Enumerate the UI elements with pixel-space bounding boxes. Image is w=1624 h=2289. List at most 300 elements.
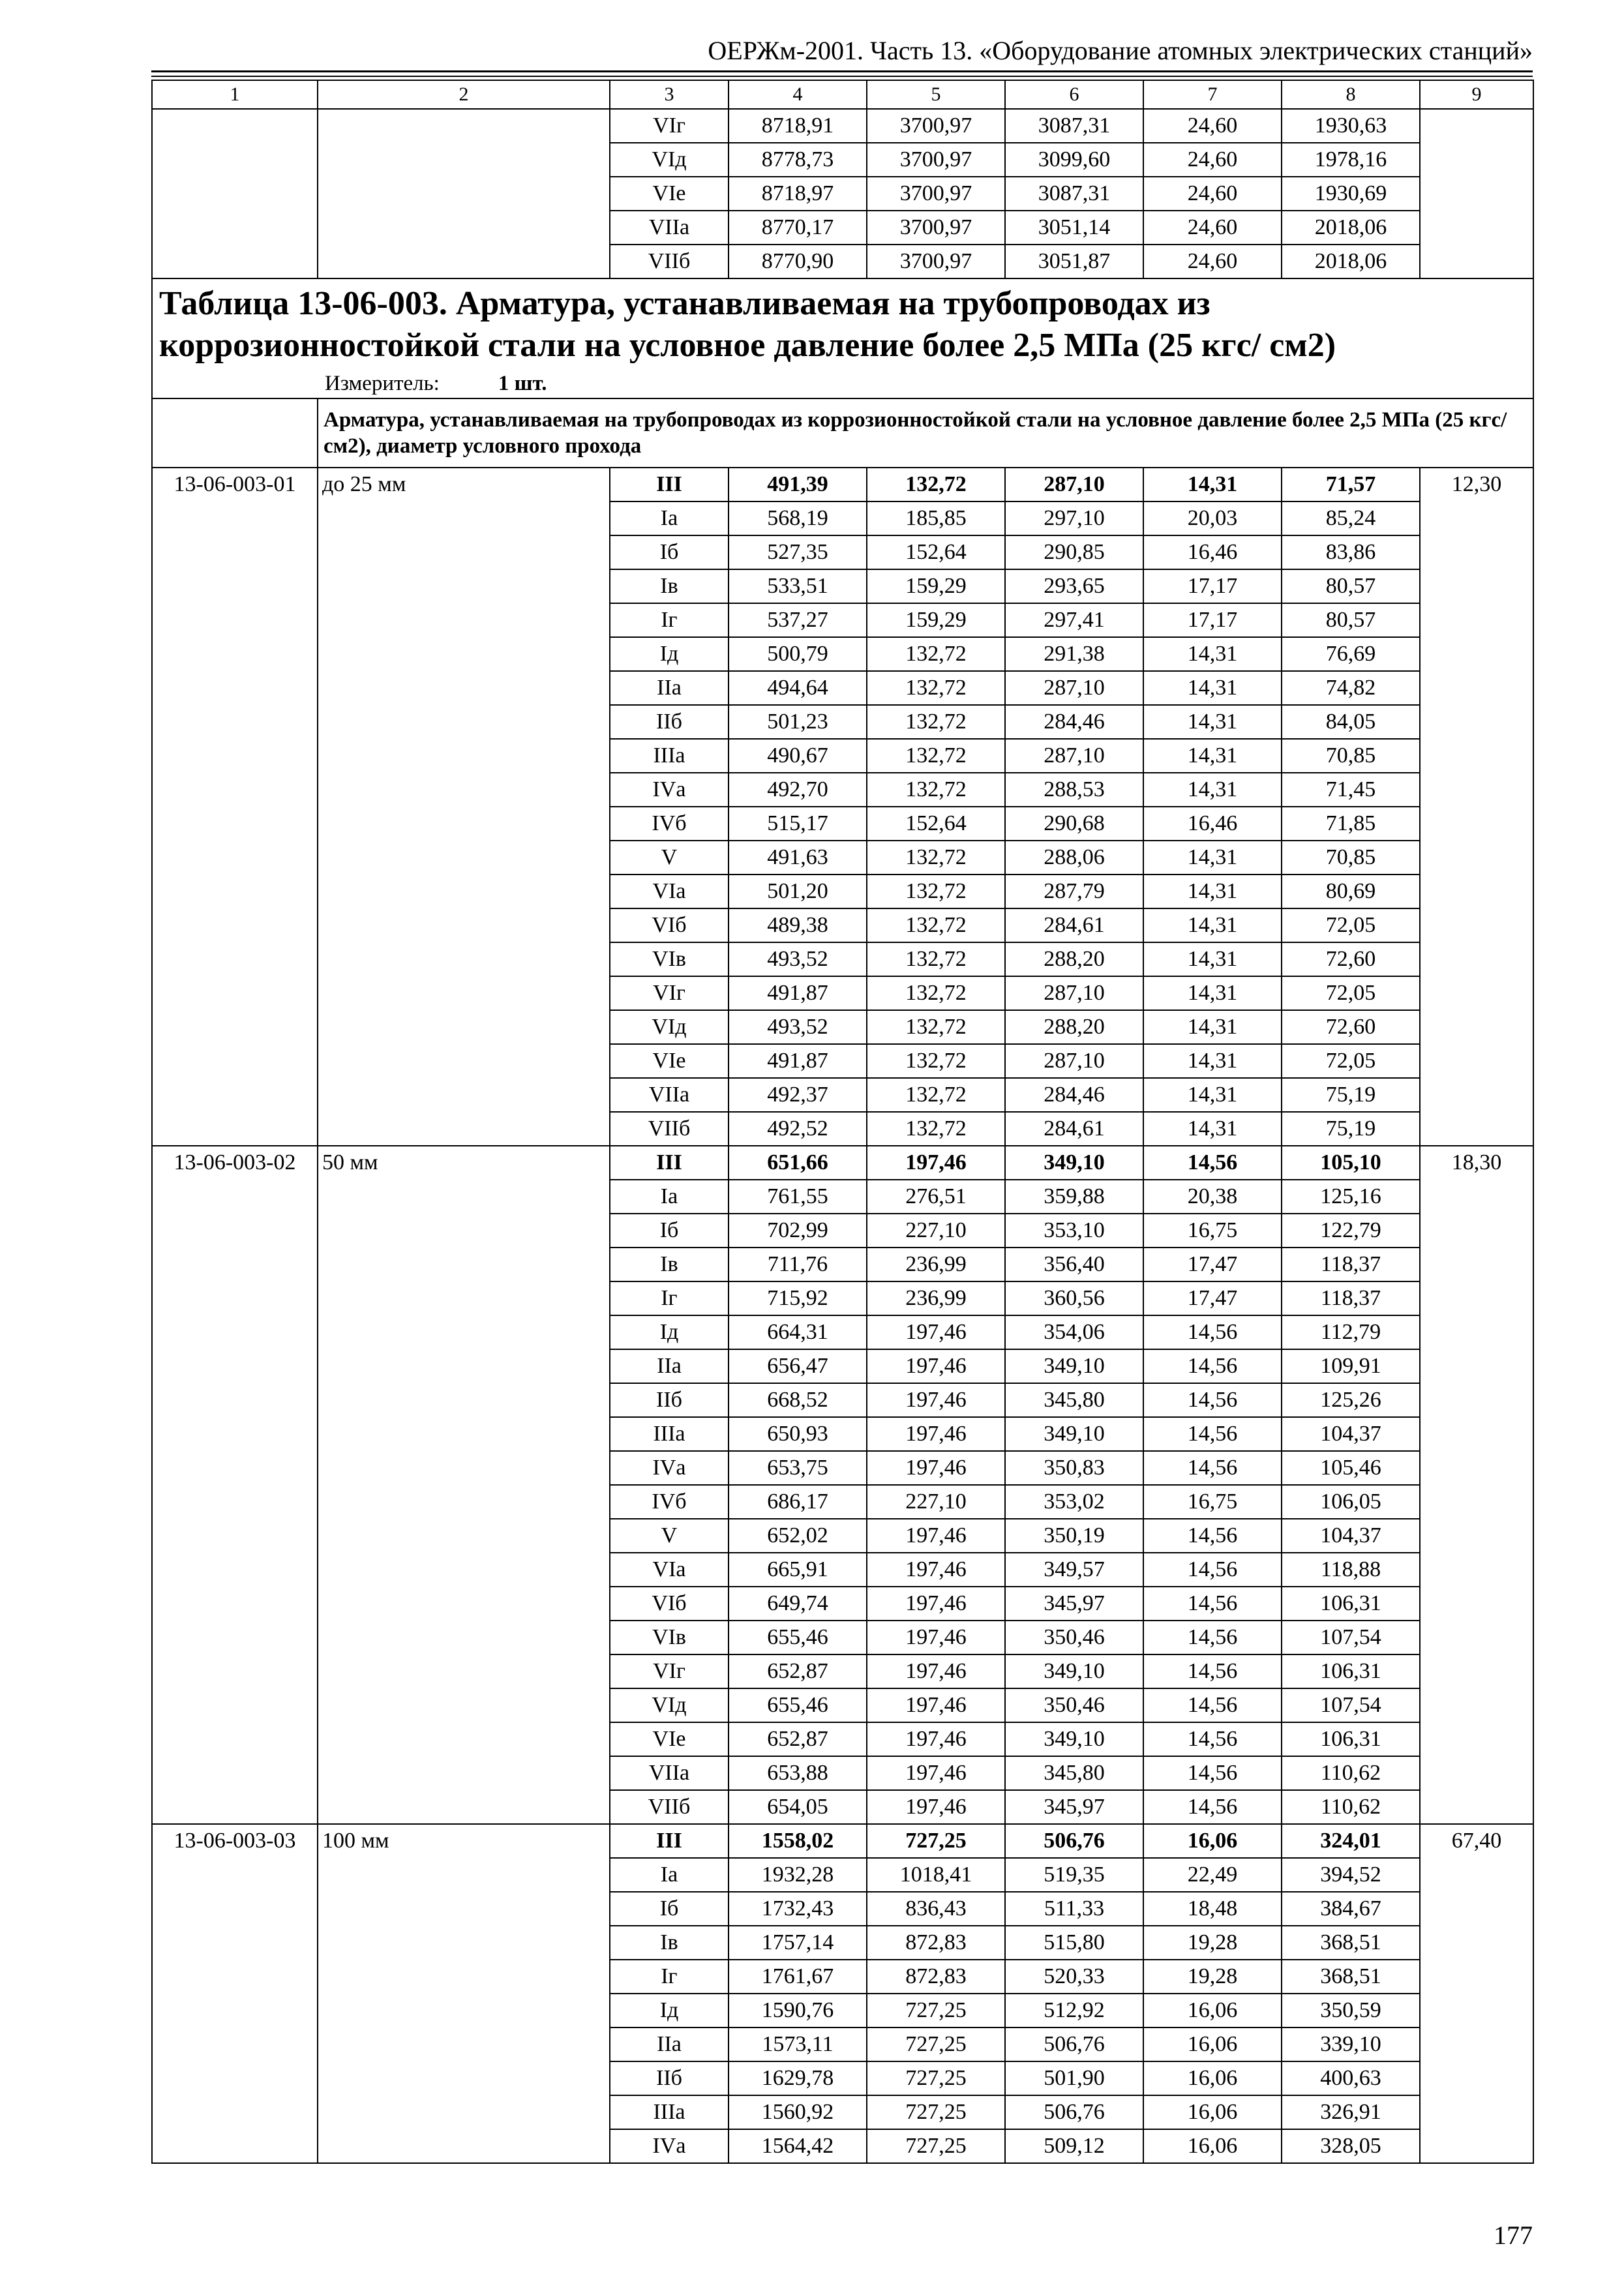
value-cell: 664,31: [729, 1315, 867, 1349]
value-cell: 1560,92: [729, 2095, 867, 2129]
value-cell: 14,56: [1143, 1146, 1282, 1180]
value-cell: 872,83: [867, 1926, 1005, 1960]
value-cell: 16,06: [1143, 2095, 1282, 2129]
column-number: 5: [867, 80, 1005, 109]
value-cell: 354,06: [1005, 1315, 1143, 1349]
value-cell: 236,99: [867, 1248, 1005, 1281]
value-cell: 761,55: [729, 1180, 867, 1214]
value-cell: 1564,42: [729, 2129, 867, 2163]
value-cell: 118,88: [1282, 1553, 1420, 1587]
table-row: [152, 1824, 1533, 1858]
value-cell: 1757,14: [729, 1926, 867, 1960]
value-cell: 132,72: [867, 841, 1005, 875]
value-cell: 109,91: [1282, 1349, 1420, 1383]
value-cell: 3700,97: [867, 211, 1005, 245]
value-cell: 75,19: [1282, 1078, 1420, 1112]
value-cell: 3700,97: [867, 245, 1005, 278]
column-number: 8: [1282, 80, 1420, 109]
value-cell: 24,60: [1143, 177, 1282, 211]
item-mass: 18,30: [1420, 1146, 1533, 1824]
value-cell: 125,26: [1282, 1383, 1420, 1417]
value-cell: 19,28: [1143, 1926, 1282, 1960]
column-number: 4: [729, 80, 867, 109]
value-cell: 1932,28: [729, 1858, 867, 1892]
value-cell: 345,80: [1005, 1383, 1143, 1417]
value-cell: 1930,63: [1282, 109, 1420, 143]
value-cell: 328,05: [1282, 2129, 1420, 2163]
value-cell: 227,10: [867, 1485, 1005, 1519]
value-cell: 288,20: [1005, 942, 1143, 976]
value-cell: 653,75: [729, 1451, 867, 1485]
zone-cell: Iб: [610, 535, 729, 569]
value-cell: 491,63: [729, 841, 867, 875]
mass-cell-empty: [1420, 109, 1533, 278]
value-cell: 3700,97: [867, 143, 1005, 177]
value-cell: 14,56: [1143, 1587, 1282, 1621]
value-cell: 72,05: [1282, 1044, 1420, 1078]
value-cell: 3099,60: [1005, 143, 1143, 177]
value-cell: 287,10: [1005, 739, 1143, 773]
value-cell: 197,46: [867, 1790, 1005, 1824]
column-number-row: [152, 80, 1533, 109]
value-cell: 727,25: [867, 2095, 1005, 2129]
value-cell: 650,93: [729, 1417, 867, 1451]
value-cell: 118,37: [1282, 1248, 1420, 1281]
zone-cell: IIб: [610, 705, 729, 739]
zone-cell: IIа: [610, 1349, 729, 1383]
value-cell: 345,97: [1005, 1587, 1143, 1621]
value-cell: 197,46: [867, 1654, 1005, 1688]
item-code: 13-06-003-02: [152, 1146, 318, 1824]
value-cell: 360,56: [1005, 1281, 1143, 1315]
value-cell: 1978,16: [1282, 143, 1420, 177]
value-cell: 8770,90: [729, 245, 867, 278]
value-cell: 14,31: [1143, 1044, 1282, 1078]
value-cell: 8718,91: [729, 109, 867, 143]
zone-cell: III: [610, 1824, 729, 1858]
value-cell: 16,75: [1143, 1214, 1282, 1248]
value-cell: 2018,06: [1282, 211, 1420, 245]
value-cell: 512,92: [1005, 1994, 1143, 2027]
value-cell: 14,56: [1143, 1654, 1282, 1688]
zone-cell: VIб: [610, 908, 729, 942]
value-cell: 384,67: [1282, 1892, 1420, 1926]
rates-table: [151, 80, 1534, 2164]
value-cell: 653,88: [729, 1756, 867, 1790]
value-cell: 80,57: [1282, 569, 1420, 603]
value-cell: 17,17: [1143, 569, 1282, 603]
value-cell: 350,19: [1005, 1519, 1143, 1553]
value-cell: 227,10: [867, 1214, 1005, 1248]
zone-cell: VIе: [610, 1044, 729, 1078]
value-cell: 506,76: [1005, 2095, 1143, 2129]
zone-cell: Iв: [610, 1248, 729, 1281]
zone-cell: VIв: [610, 942, 729, 976]
column-number: 2: [318, 80, 610, 109]
value-cell: 14,56: [1143, 1756, 1282, 1790]
value-cell: 152,64: [867, 535, 1005, 569]
value-cell: 132,72: [867, 1010, 1005, 1044]
table-row: [152, 468, 1533, 501]
value-cell: 665,91: [729, 1553, 867, 1587]
value-cell: 106,31: [1282, 1654, 1420, 1688]
value-cell: 727,25: [867, 2061, 1005, 2095]
value-cell: 132,72: [867, 942, 1005, 976]
zone-cell: VIд: [610, 143, 729, 177]
value-cell: 491,87: [729, 1044, 867, 1078]
value-cell: 3051,87: [1005, 245, 1143, 278]
value-cell: 284,46: [1005, 705, 1143, 739]
value-cell: 14,31: [1143, 739, 1282, 773]
item-mass: 12,30: [1420, 468, 1533, 1146]
value-cell: 297,41: [1005, 603, 1143, 637]
value-cell: 132,72: [867, 1044, 1005, 1078]
value-cell: 1558,02: [729, 1824, 867, 1858]
value-cell: 489,38: [729, 908, 867, 942]
value-cell: 284,61: [1005, 1112, 1143, 1146]
zone-cell: Iд: [610, 1315, 729, 1349]
value-cell: 152,64: [867, 807, 1005, 841]
value-cell: 3087,31: [1005, 177, 1143, 211]
value-cell: 349,57: [1005, 1553, 1143, 1587]
zone-cell: Iд: [610, 1994, 729, 2027]
value-cell: 836,43: [867, 1892, 1005, 1926]
value-cell: 71,85: [1282, 807, 1420, 841]
value-cell: 1930,69: [1282, 177, 1420, 211]
value-cell: 14,56: [1143, 1621, 1282, 1654]
value-cell: 18,48: [1143, 1892, 1282, 1926]
value-cell: 349,10: [1005, 1654, 1143, 1688]
value-cell: 14,31: [1143, 1112, 1282, 1146]
value-cell: 132,72: [867, 773, 1005, 807]
meter-label: Измеритель:: [325, 371, 440, 395]
value-cell: 400,63: [1282, 2061, 1420, 2095]
item-name: 50 мм: [318, 1146, 610, 1824]
value-cell: 132,72: [867, 908, 1005, 942]
value-cell: 8718,97: [729, 177, 867, 211]
value-cell: 652,87: [729, 1722, 867, 1756]
value-cell: 349,10: [1005, 1349, 1143, 1383]
value-cell: 654,05: [729, 1790, 867, 1824]
zone-cell: VIIб: [610, 245, 729, 278]
zone-cell: IVб: [610, 807, 729, 841]
header-rule-thin: [151, 76, 1533, 77]
value-cell: 527,35: [729, 535, 867, 569]
value-cell: 1732,43: [729, 1892, 867, 1926]
value-cell: 112,79: [1282, 1315, 1420, 1349]
table-row: [152, 1146, 1533, 1180]
zone-cell: VIд: [610, 1010, 729, 1044]
value-cell: 14,31: [1143, 671, 1282, 705]
value-cell: 668,52: [729, 1383, 867, 1417]
value-cell: 349,10: [1005, 1146, 1143, 1180]
value-cell: 75,19: [1282, 1112, 1420, 1146]
value-cell: 345,97: [1005, 1790, 1143, 1824]
value-cell: 288,20: [1005, 1010, 1143, 1044]
zone-cell: Iв: [610, 569, 729, 603]
value-cell: 24,60: [1143, 245, 1282, 278]
value-cell: 14,31: [1143, 976, 1282, 1010]
zone-cell: Iг: [610, 603, 729, 637]
value-cell: 519,35: [1005, 1858, 1143, 1892]
value-cell: 368,51: [1282, 1960, 1420, 1994]
value-cell: 288,06: [1005, 841, 1143, 875]
value-cell: 20,03: [1143, 501, 1282, 535]
meter-value: 1 шт.: [498, 371, 547, 395]
zone-cell: Iа: [610, 1858, 729, 1892]
value-cell: 132,72: [867, 976, 1005, 1010]
section-heading: Арматура, устанавливаемая на трубопроводах из коррозионностойкой стали на условное давление более 2,5 МПа (25 кгс/ см2), диаметр условного прохода: [318, 398, 1533, 468]
zone-cell: VIIб: [610, 1112, 729, 1146]
value-cell: 655,46: [729, 1688, 867, 1722]
value-cell: 132,72: [867, 637, 1005, 671]
value-cell: 106,05: [1282, 1485, 1420, 1519]
value-cell: 185,85: [867, 501, 1005, 535]
value-cell: 74,82: [1282, 671, 1420, 705]
value-cell: 107,54: [1282, 1621, 1420, 1654]
value-cell: 20,38: [1143, 1180, 1282, 1214]
value-cell: 711,76: [729, 1248, 867, 1281]
value-cell: 132,72: [867, 1078, 1005, 1112]
value-cell: 107,54: [1282, 1688, 1420, 1722]
zone-cell: Iг: [610, 1281, 729, 1315]
zone-cell: Iа: [610, 1180, 729, 1214]
value-cell: 649,74: [729, 1587, 867, 1621]
value-cell: 125,16: [1282, 1180, 1420, 1214]
value-cell: 702,99: [729, 1214, 867, 1248]
value-cell: 353,10: [1005, 1214, 1143, 1248]
value-cell: 656,47: [729, 1349, 867, 1383]
value-cell: 24,60: [1143, 109, 1282, 143]
zone-cell: V: [610, 841, 729, 875]
value-cell: 132,72: [867, 705, 1005, 739]
value-cell: 14,56: [1143, 1519, 1282, 1553]
value-cell: 727,25: [867, 1824, 1005, 1858]
value-cell: 132,72: [867, 875, 1005, 908]
value-cell: 83,86: [1282, 535, 1420, 569]
zone-cell: Iв: [610, 1926, 729, 1960]
value-cell: 1590,76: [729, 1994, 867, 2027]
value-cell: 132,72: [867, 468, 1005, 501]
zone-cell: IIб: [610, 2061, 729, 2095]
zone-cell: IVа: [610, 773, 729, 807]
value-cell: 17,47: [1143, 1248, 1282, 1281]
value-cell: 490,67: [729, 739, 867, 773]
value-cell: 1761,67: [729, 1960, 867, 1994]
value-cell: 1629,78: [729, 2061, 867, 2095]
value-cell: 8778,73: [729, 143, 867, 177]
value-cell: 500,79: [729, 637, 867, 671]
value-cell: 537,27: [729, 603, 867, 637]
value-cell: 350,59: [1282, 1994, 1420, 2027]
value-cell: 727,25: [867, 2129, 1005, 2163]
value-cell: 197,46: [867, 1688, 1005, 1722]
value-cell: 686,17: [729, 1485, 867, 1519]
value-cell: 132,72: [867, 739, 1005, 773]
value-cell: 24,60: [1143, 211, 1282, 245]
value-cell: 14,31: [1143, 1010, 1282, 1044]
zone-cell: Iд: [610, 637, 729, 671]
value-cell: 491,39: [729, 468, 867, 501]
value-cell: 72,60: [1282, 942, 1420, 976]
value-cell: 652,87: [729, 1654, 867, 1688]
value-cell: 197,46: [867, 1621, 1005, 1654]
value-cell: 491,87: [729, 976, 867, 1010]
zone-cell: VIв: [610, 1621, 729, 1654]
value-cell: 16,06: [1143, 2027, 1282, 2061]
value-cell: 353,02: [1005, 1485, 1143, 1519]
value-cell: 14,31: [1143, 637, 1282, 671]
value-cell: 715,92: [729, 1281, 867, 1315]
value-cell: 14,56: [1143, 1790, 1282, 1824]
value-cell: 110,62: [1282, 1790, 1420, 1824]
value-cell: 651,66: [729, 1146, 867, 1180]
value-cell: 515,80: [1005, 1926, 1143, 1960]
value-cell: 349,10: [1005, 1722, 1143, 1756]
zone-cell: Iа: [610, 501, 729, 535]
value-cell: 17,17: [1143, 603, 1282, 637]
zone-cell: IVа: [610, 2129, 729, 2163]
zone-cell: VIIа: [610, 211, 729, 245]
column-number: 7: [1143, 80, 1282, 109]
value-cell: 197,46: [867, 1146, 1005, 1180]
value-cell: 288,53: [1005, 773, 1143, 807]
zone-cell: VIа: [610, 875, 729, 908]
value-cell: 106,31: [1282, 1587, 1420, 1621]
value-cell: 17,47: [1143, 1281, 1282, 1315]
value-cell: 345,80: [1005, 1756, 1143, 1790]
section-heading-row: [152, 398, 1533, 468]
value-cell: 16,06: [1143, 1824, 1282, 1858]
value-cell: 197,46: [867, 1349, 1005, 1383]
value-cell: 80,57: [1282, 603, 1420, 637]
value-cell: 872,83: [867, 1960, 1005, 1994]
meter-cell: [152, 369, 1533, 398]
value-cell: 14,31: [1143, 908, 1282, 942]
value-cell: 71,45: [1282, 773, 1420, 807]
value-cell: 104,37: [1282, 1417, 1420, 1451]
zone-cell: III: [610, 468, 729, 501]
value-cell: 14,31: [1143, 705, 1282, 739]
value-cell: 197,46: [867, 1315, 1005, 1349]
header-rule: [151, 70, 1533, 72]
value-cell: 71,57: [1282, 468, 1420, 501]
value-cell: 509,12: [1005, 2129, 1143, 2163]
value-cell: 16,06: [1143, 2061, 1282, 2095]
value-cell: 324,01: [1282, 1824, 1420, 1858]
value-cell: 72,05: [1282, 976, 1420, 1010]
value-cell: 276,51: [867, 1180, 1005, 1214]
column-number: 6: [1005, 80, 1143, 109]
zone-cell: Iб: [610, 1214, 729, 1248]
value-cell: 1018,41: [867, 1858, 1005, 1892]
value-cell: 70,85: [1282, 739, 1420, 773]
value-cell: 339,10: [1282, 2027, 1420, 2061]
value-cell: 293,65: [1005, 569, 1143, 603]
zone-cell: Iг: [610, 1960, 729, 1994]
value-cell: 326,91: [1282, 2095, 1420, 2129]
value-cell: 727,25: [867, 1994, 1005, 2027]
value-cell: 501,90: [1005, 2061, 1143, 2095]
value-cell: 76,69: [1282, 637, 1420, 671]
zone-cell: VIе: [610, 1722, 729, 1756]
value-cell: 3700,97: [867, 109, 1005, 143]
zone-cell: VIе: [610, 177, 729, 211]
value-cell: 14,31: [1143, 841, 1282, 875]
zone-cell: IIIа: [610, 1417, 729, 1451]
value-cell: 85,24: [1282, 501, 1420, 535]
zone-cell: VIг: [610, 976, 729, 1010]
value-cell: 84,05: [1282, 705, 1420, 739]
value-cell: 14,56: [1143, 1383, 1282, 1417]
zone-cell: VIг: [610, 1654, 729, 1688]
value-cell: 727,25: [867, 2027, 1005, 2061]
zone-cell: VIIб: [610, 1790, 729, 1824]
value-cell: 197,46: [867, 1519, 1005, 1553]
value-cell: 122,79: [1282, 1214, 1420, 1248]
value-cell: 394,52: [1282, 1858, 1420, 1892]
value-cell: 16,46: [1143, 807, 1282, 841]
value-cell: 105,10: [1282, 1146, 1420, 1180]
value-cell: 14,31: [1143, 942, 1282, 976]
zone-cell: IIIа: [610, 2095, 729, 2129]
value-cell: 197,46: [867, 1756, 1005, 1790]
value-cell: 236,99: [867, 1281, 1005, 1315]
value-cell: 287,10: [1005, 671, 1143, 705]
code-cell-empty: [152, 109, 318, 278]
zone-cell: IVа: [610, 1451, 729, 1485]
zone-cell: IVб: [610, 1485, 729, 1519]
value-cell: 652,02: [729, 1519, 867, 1553]
value-cell: 104,37: [1282, 1519, 1420, 1553]
value-cell: 14,56: [1143, 1417, 1282, 1451]
section-code-empty: [152, 398, 318, 468]
value-cell: 350,46: [1005, 1621, 1143, 1654]
zone-cell: Iб: [610, 1892, 729, 1926]
value-cell: 2018,06: [1282, 245, 1420, 278]
value-cell: 197,46: [867, 1417, 1005, 1451]
value-cell: 14,56: [1143, 1451, 1282, 1485]
value-cell: 197,46: [867, 1451, 1005, 1485]
value-cell: 287,79: [1005, 875, 1143, 908]
value-cell: 287,10: [1005, 976, 1143, 1010]
running-header: ОЕРЖм-2001. Часть 13. «Оборудование атомных электрических станций»: [708, 36, 1533, 65]
value-cell: 24,60: [1143, 143, 1282, 177]
value-cell: 14,56: [1143, 1553, 1282, 1587]
value-cell: 72,05: [1282, 908, 1420, 942]
zone-cell: VIд: [610, 1688, 729, 1722]
zone-cell: VIб: [610, 1587, 729, 1621]
value-cell: 8770,17: [729, 211, 867, 245]
value-cell: 14,56: [1143, 1688, 1282, 1722]
zone-cell: VIIа: [610, 1756, 729, 1790]
value-cell: 14,56: [1143, 1722, 1282, 1756]
value-cell: 106,31: [1282, 1722, 1420, 1756]
value-cell: 287,10: [1005, 468, 1143, 501]
zone-cell: VIIа: [610, 1078, 729, 1112]
value-cell: 14,31: [1143, 875, 1282, 908]
value-cell: 492,37: [729, 1078, 867, 1112]
meter-row: [152, 369, 1533, 398]
table-row: [152, 109, 1533, 143]
value-cell: 14,56: [1143, 1315, 1282, 1349]
table-title: Таблица 13-06-003. Арматура, устанавливаемая на трубопроводах из коррозионностойкой стали на условное давление более 2,5 МПа (25 кгс/ см2): [152, 278, 1533, 369]
value-cell: 349,10: [1005, 1417, 1143, 1451]
value-cell: 14,31: [1143, 468, 1282, 501]
value-cell: 290,68: [1005, 807, 1143, 841]
value-cell: 284,46: [1005, 1078, 1143, 1112]
zone-cell: V: [610, 1519, 729, 1553]
